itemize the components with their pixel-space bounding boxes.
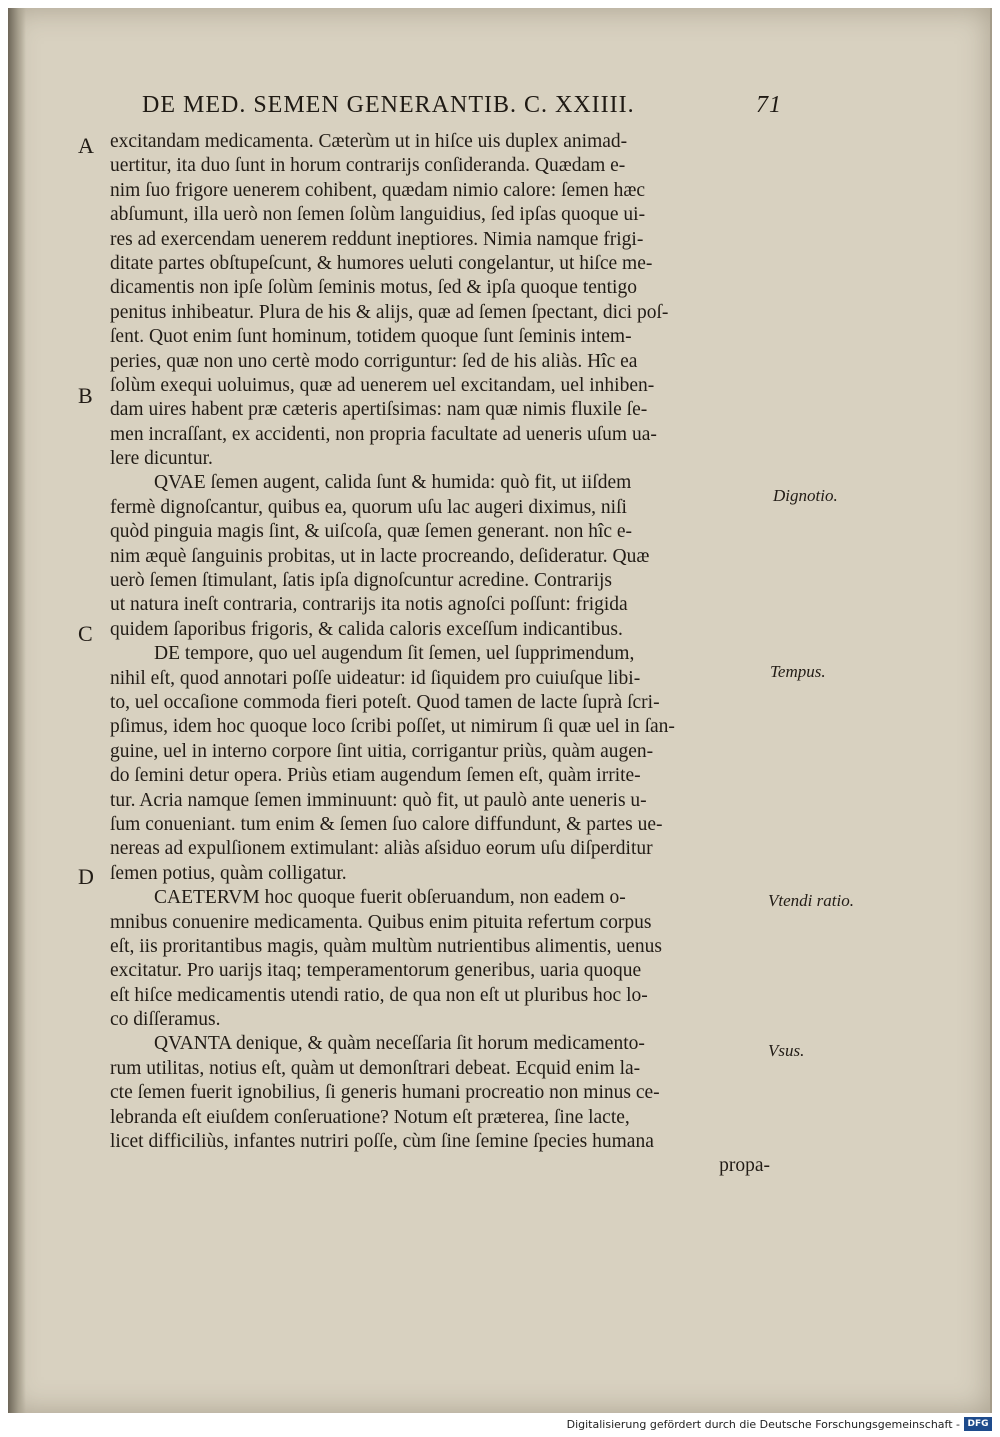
text-line: nim æquè ſanguinis probitas, ut in lacte procreando, deſideratur. Quæ <box>110 545 650 567</box>
running-header <box>142 92 782 119</box>
text-line: eſt hiſce medicamentis utendi ratio, de qua non eſt ut pluribus hoc lo- <box>110 984 648 1006</box>
text-line: ut natura ineſt contraria, contrarijs ita notis agnoſci poſſunt: frigida <box>110 594 628 616</box>
text-line: dam uires habent præ cæteris apertiſsimas: nam quæ nimis fluxile ſe- <box>110 399 648 421</box>
text-line: abſumunt, illa uerò non ſemen ſolùm languidius, ſed ipſas quoque ui- <box>110 204 646 226</box>
text-line: rum utilitas, notius eſt, quàm ut demonſtrari debeat. Ecquid enim la- <box>110 1057 641 1079</box>
section-letter-b: B <box>78 383 93 408</box>
text-line: nim ſuo frigore uenerem cohibent, quædam nimio calore: ſemen hæc <box>110 179 646 201</box>
text-line: ſum conueniant. tum enim & ſemen ſuo calore diffundunt, & partes ue- <box>110 813 663 835</box>
text-line: ſemen potius, quàm colligatur. <box>110 862 347 884</box>
text-line: cte ſemen fuerit ignobilius, ſi generis humani procreatio non minus ce- <box>110 1082 660 1104</box>
text-line: mnibus conuenire medicamenta. Quibus enim pituita refertum corpus <box>110 911 652 933</box>
text-line: lere dicuntur. <box>110 448 213 470</box>
text-line: co diſſeramus. <box>110 1009 221 1031</box>
text-line: excitatur. Pro uarijs itaq; temperamentorum generibus, uaria quoque <box>110 960 642 982</box>
text-line: eſt, iis proritantibus magis, quàm multùm nutrientibus alimentis, uenus <box>110 935 662 957</box>
section-letter-d: D <box>78 864 94 889</box>
text-line: tur. Acria namque ſemen imminuunt: quò fit, ut paulò ante ueneris u- <box>110 789 647 811</box>
section-letter-c: C <box>78 621 93 646</box>
margin-note-vtendi-ratio: Vtendi ratio. <box>768 891 854 910</box>
text-line: quidem ſaporibus frigoris, & calida caloris exceſſum indicantibus. <box>110 618 623 640</box>
running-title: DE MED. SEMEN GENERANTIB. C. XXIIII. <box>142 92 635 118</box>
body-text <box>110 130 770 1179</box>
text-line: quòd pinguia magis ſint, & uiſcoſa, quæ ſemen generant. non hîc e- <box>110 521 633 543</box>
text-line: do ſemini detur opera. Priùs etiam augendum ſemen eſt, quàm irrite- <box>110 765 641 787</box>
text-line: penitus inhibeatur. Plura de his & alijs, quæ ad ſemen ſpectant, dici poſ- <box>110 301 669 323</box>
dfg-logo-badge: DFG <box>964 1417 992 1431</box>
section-letter-a: A <box>78 133 94 158</box>
text-line: fermè dignoſcantur, quibus ea, quorum uſu lac augeri diximus, niſi <box>110 496 627 518</box>
catchword: propa- <box>719 1155 770 1177</box>
margin-note-tempus: Tempus. <box>770 662 826 681</box>
text-line: peries, quæ non uno certè modo corriguntur: ſed de his aliàs. Hîc ea <box>110 350 638 372</box>
text-line: excitandam medicamenta. Cæterùm ut in hiſce uis duplex animad- <box>110 131 628 152</box>
paragraph-start-line: DE tempore, quo uel augendum ſit ſemen, uel ſupprimendum, <box>154 643 635 665</box>
text-line: uerò ſemen ſtimulant, ſatis ipſa dignoſcuntur acredine. Contrarijs <box>110 570 612 592</box>
text-line: ſolùm exequi uoluimus, quæ ad uenerem uel excitandam, uel inhiben- <box>110 374 655 396</box>
text-line: lebranda eſt eiuſdem conſeruatione? Notum eſt præterea, ſine lacte, <box>110 1106 630 1128</box>
paragraph-start-line: QVAE ſemen augent, calida ſunt & humida: quò fit, ut iiſdem <box>154 472 632 494</box>
text-line: men incraſſant, ex accidenti, non propria facultate ad ueneris uſum ua- <box>110 423 657 445</box>
text-line: guine, uel in interno corpore ſint uitia, corrigantur priùs, quàm augen- <box>110 740 654 762</box>
text-line: nihil eſt, quod annotari poſſe uideatur: id ſiquidem pro cuiuſque libi- <box>110 667 641 689</box>
text-line: ditate partes obſtupeſcunt, & humores ueluti congelantur, ut hiſce me- <box>110 252 653 274</box>
page-binding-shadow <box>8 8 26 1413</box>
text-line: ſent. Quot enim ſunt hominum, totidem quoque ſunt ſeminis intem- <box>110 326 632 348</box>
text-line: licet difficiliùs, infantes nutriri poſſe, cùm ſine ſemine ſpecies humana <box>110 1131 654 1153</box>
text-line: dicamentis non ipſe ſolùm ſeminis motus, ſed & ipſa quoque tentigo <box>110 277 637 299</box>
text-line: res ad exercendam uenerem reddunt ineptiores. Nimia namque frigi- <box>110 228 644 250</box>
paragraph-start-line: CAETERVM hoc quoque fuerit obſeruandum, non eadem o- <box>154 887 626 909</box>
margin-note-vsus: Vsus. <box>768 1041 805 1060</box>
digitization-credit: Digitalisierung gefördert durch die Deutsche Forschungsgemeinschaft - <box>566 1418 960 1431</box>
text-line: pſimus, idem hoc quoque loco ſcribi poſſet, ut nimirum ſi quæ uel in ſan- <box>110 716 675 738</box>
text-line: to, uel occaſione commoda fieri poteſt. Quod tamen de lacte ſuprà ſcri- <box>110 691 660 713</box>
paragraph-start-line: QVANTA denique, & quàm neceſſaria ſit horum medicamento- <box>154 1033 645 1055</box>
text-line: nereas ad expulſionem extimulant: aliàs aſsiduo eorum uſu diſperditur <box>110 838 653 860</box>
page-number: 71 <box>756 92 782 118</box>
text-line: uertitur, ita duo ſunt in horum contrarijs conſideranda. Quædam e- <box>110 155 626 177</box>
margin-note-dignotio: Dignotio. <box>773 486 838 505</box>
